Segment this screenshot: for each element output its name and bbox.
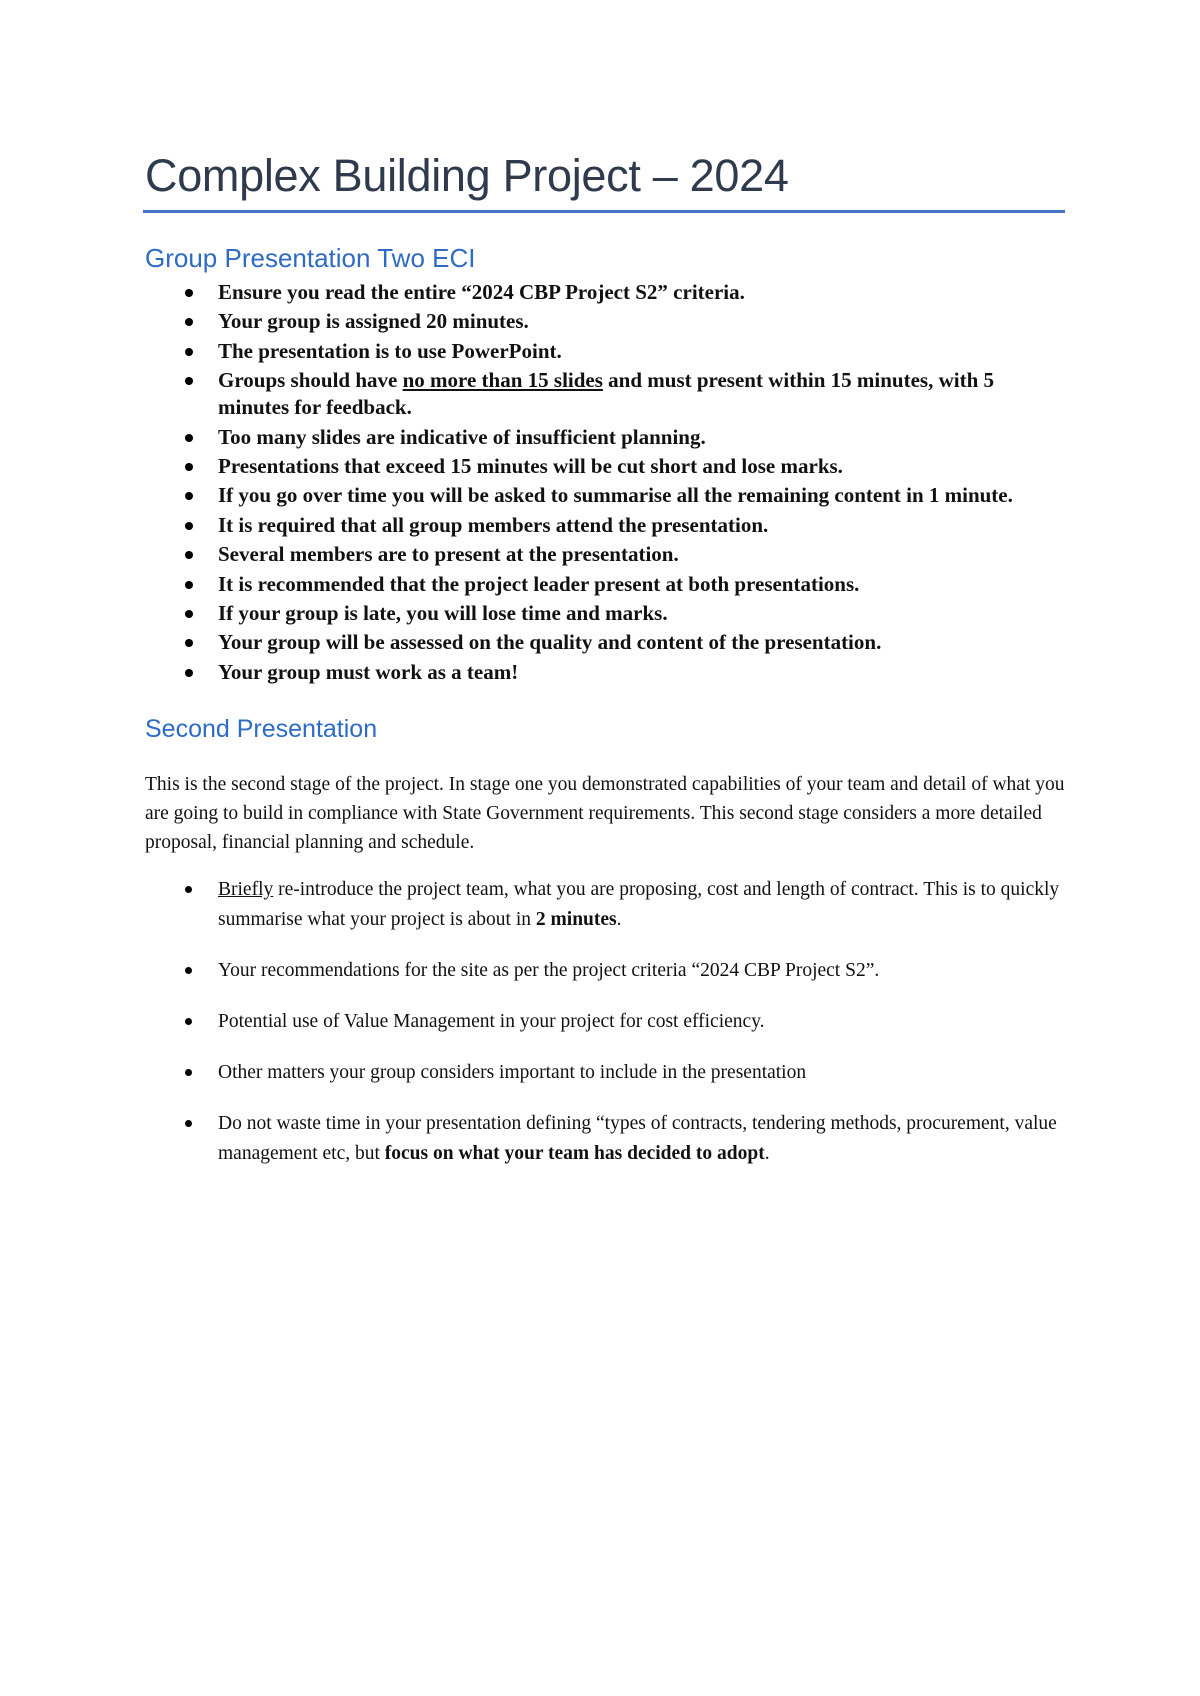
title-underline [143,210,1065,213]
list-item: If you go over time you will be asked to summarise all the remaining content in 1 minute. [145,482,1065,509]
document-title: Complex Building Project – 2024 [145,150,789,201]
document-body [145,148,1065,1190]
list-item: It is recommended that the project leader present at both presentations. [145,571,1065,598]
list-item: Too many slides are indicative of insufficient planning. [145,424,1065,451]
list-item: Briefly re-introduce the project team, what you are proposing, cost and length of contract. This is to quickly summarise what your project is about in 2 minutes. [145,875,1065,935]
list-item: Ensure you read the entire “2024 CBP Project S2” criteria. [145,279,1065,306]
bold-text: focus on what your team has decided to adopt [384,1142,765,1164]
list-item: Potential use of Value Management in your project for cost efficiency. [145,1007,1065,1037]
bullet-icon [185,1018,192,1025]
list-item: The presentation is to use PowerPoint. [145,338,1065,365]
bullet-icon [185,551,193,559]
list-item: Other matters your group considers important to include in the presentation [145,1058,1065,1088]
intro-paragraph: This is the second stage of the project. In stage one you demonstrated capabilities of your team and detail of what you are going to build in compliance with State Government requirements. This second stage considers a more detailed proposal, financial planning and schedule. [145,773,1065,853]
list-item: Your group is assigned 20 minutes. [145,308,1065,335]
bullet-icon [185,1069,192,1076]
bullet-icon [185,463,193,471]
section-heading-group-presentation: Group Presentation Two ECI [145,243,476,273]
bullet-icon [185,377,193,385]
list-item: Groups should have no more than 15 slides and must present within 15 minutes, with 5 minutes for feedback. [145,367,1065,421]
bullet-icon [185,434,193,442]
bullet-icon [185,1120,192,1127]
section-heading-second-presentation: Second Presentation [145,714,378,743]
second-presentation-list [145,875,1065,1169]
bullet-icon [185,639,193,647]
bullet-icon [185,967,192,974]
list-item: Your recommendations for the site as per the project criteria “2024 CBP Project S2”. [145,956,1065,986]
bullet-icon [185,318,193,326]
list-item: It is required that all group members attend the presentation. [145,512,1065,539]
list-item: Do not waste time in your presentation defining “types of contracts, tendering methods, procurement, value management etc, but focus on what your team has decided to adopt. [145,1109,1065,1169]
presentation-rules-list [145,279,1065,686]
underlined-text: no more than 15 slides [402,368,603,393]
underlined-text: Briefly [218,878,274,900]
bold-text: 2 minutes [535,908,617,930]
bullet-icon [185,492,193,500]
list-item: Presentations that exceed 15 minutes will be cut short and lose marks. [145,453,1065,480]
list-item: Several members are to present at the presentation. [145,541,1065,568]
bullet-icon [185,669,193,677]
bullet-icon [185,348,193,356]
bullet-icon [185,581,193,589]
bullet-icon [185,522,193,530]
list-item: Your group will be assessed on the quality and content of the presentation. [145,629,1065,656]
bullet-icon [185,289,193,297]
list-item: Your group must work as a team! [145,659,1065,686]
list-item: If your group is late, you will lose time and marks. [145,600,1065,627]
bullet-icon [185,610,193,618]
bullet-icon [185,886,192,893]
